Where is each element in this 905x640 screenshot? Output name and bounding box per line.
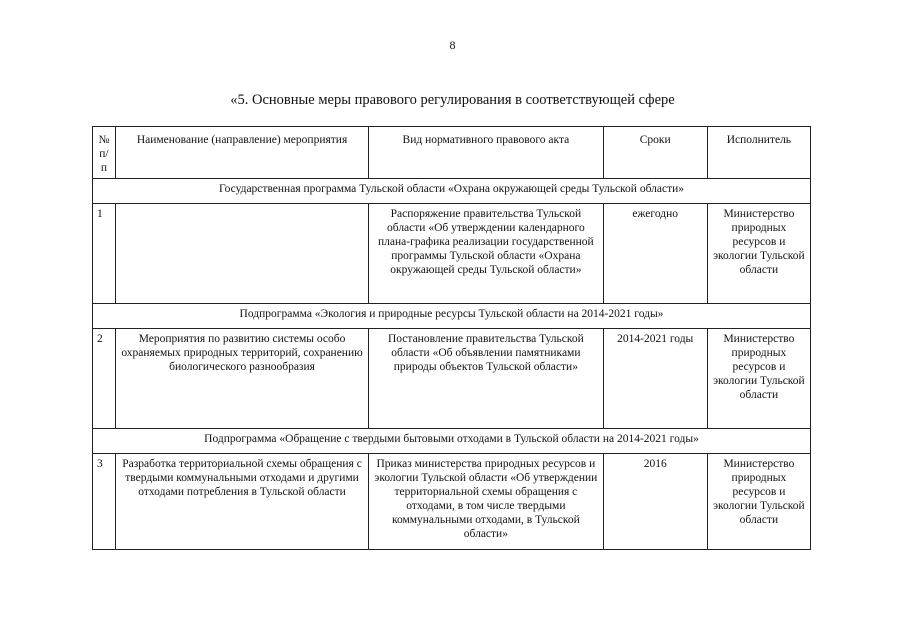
section-title: Государственная программа Тульской области «Охрана окружающей среды Тульской области»	[93, 179, 811, 204]
regulation-table	[92, 126, 811, 550]
section-row	[93, 429, 811, 454]
page-number: 8	[449, 38, 456, 52]
cell-executor: Министерство природных ресурсов и экологии Тульской области	[707, 204, 810, 304]
cell-act: Постановление правительства Тульской области «Об объявлении памятниками природы объектов Тульской области»	[369, 329, 603, 429]
header-term: Сроки	[603, 127, 707, 179]
section-heading: «5. Основные меры правового регулирования в соответствующей сфере	[230, 92, 675, 108]
cell-num: 2	[93, 329, 116, 429]
header-executor: Исполнитель	[707, 127, 810, 179]
cell-term: ежегодно	[603, 204, 707, 304]
cell-executor: Министерство природных ресурсов и экологии Тульской области	[707, 454, 810, 550]
cell-num: 3	[93, 454, 116, 550]
header-name: Наименование (направление) мероприятия	[115, 127, 368, 179]
cell-executor: Министерство природных ресурсов и экологии Тульской области	[707, 329, 810, 429]
cell-name: Мероприятия по развитию системы особо охраняемых природных территорий, сохранению биологического разнообразия	[115, 329, 368, 429]
section-row	[93, 179, 811, 204]
cell-term: 2014-2021 годы	[603, 329, 707, 429]
cell-act: Распоряжение правительства Тульской области «Об утверждении календарного плана-графика реализации государственной программы Тульской области «Охрана окружающей среды Тульской области»	[369, 204, 603, 304]
section-row	[93, 304, 811, 329]
cell-term: 2016	[603, 454, 707, 550]
header-num: № п/п	[93, 127, 116, 179]
cell-act: Приказ министерства природных ресурсов и экологии Тульской области «Об утверждении территориальной схемы обращения с отходами, в том числе твердыми коммунальными отходами, в Тульской области»	[369, 454, 603, 550]
table-header-row	[93, 127, 811, 179]
cell-name: Разработка территориальной схемы обращения с твердыми коммунальными отходами и другими отходами потребления в Тульской области	[115, 454, 368, 550]
section-title: Подпрограмма «Обращение с твердыми бытовыми отходами в Тульской области на 2014-2021 годы»	[93, 429, 811, 454]
section-title: Подпрограмма «Экология и природные ресурсы Тульской области на 2014-2021 годы»	[93, 304, 811, 329]
table-row	[93, 454, 811, 550]
header-act: Вид нормативного правового акта	[369, 127, 603, 179]
table-row	[93, 204, 811, 304]
cell-name	[115, 204, 368, 304]
table-row	[93, 329, 811, 429]
cell-num: 1	[93, 204, 116, 304]
